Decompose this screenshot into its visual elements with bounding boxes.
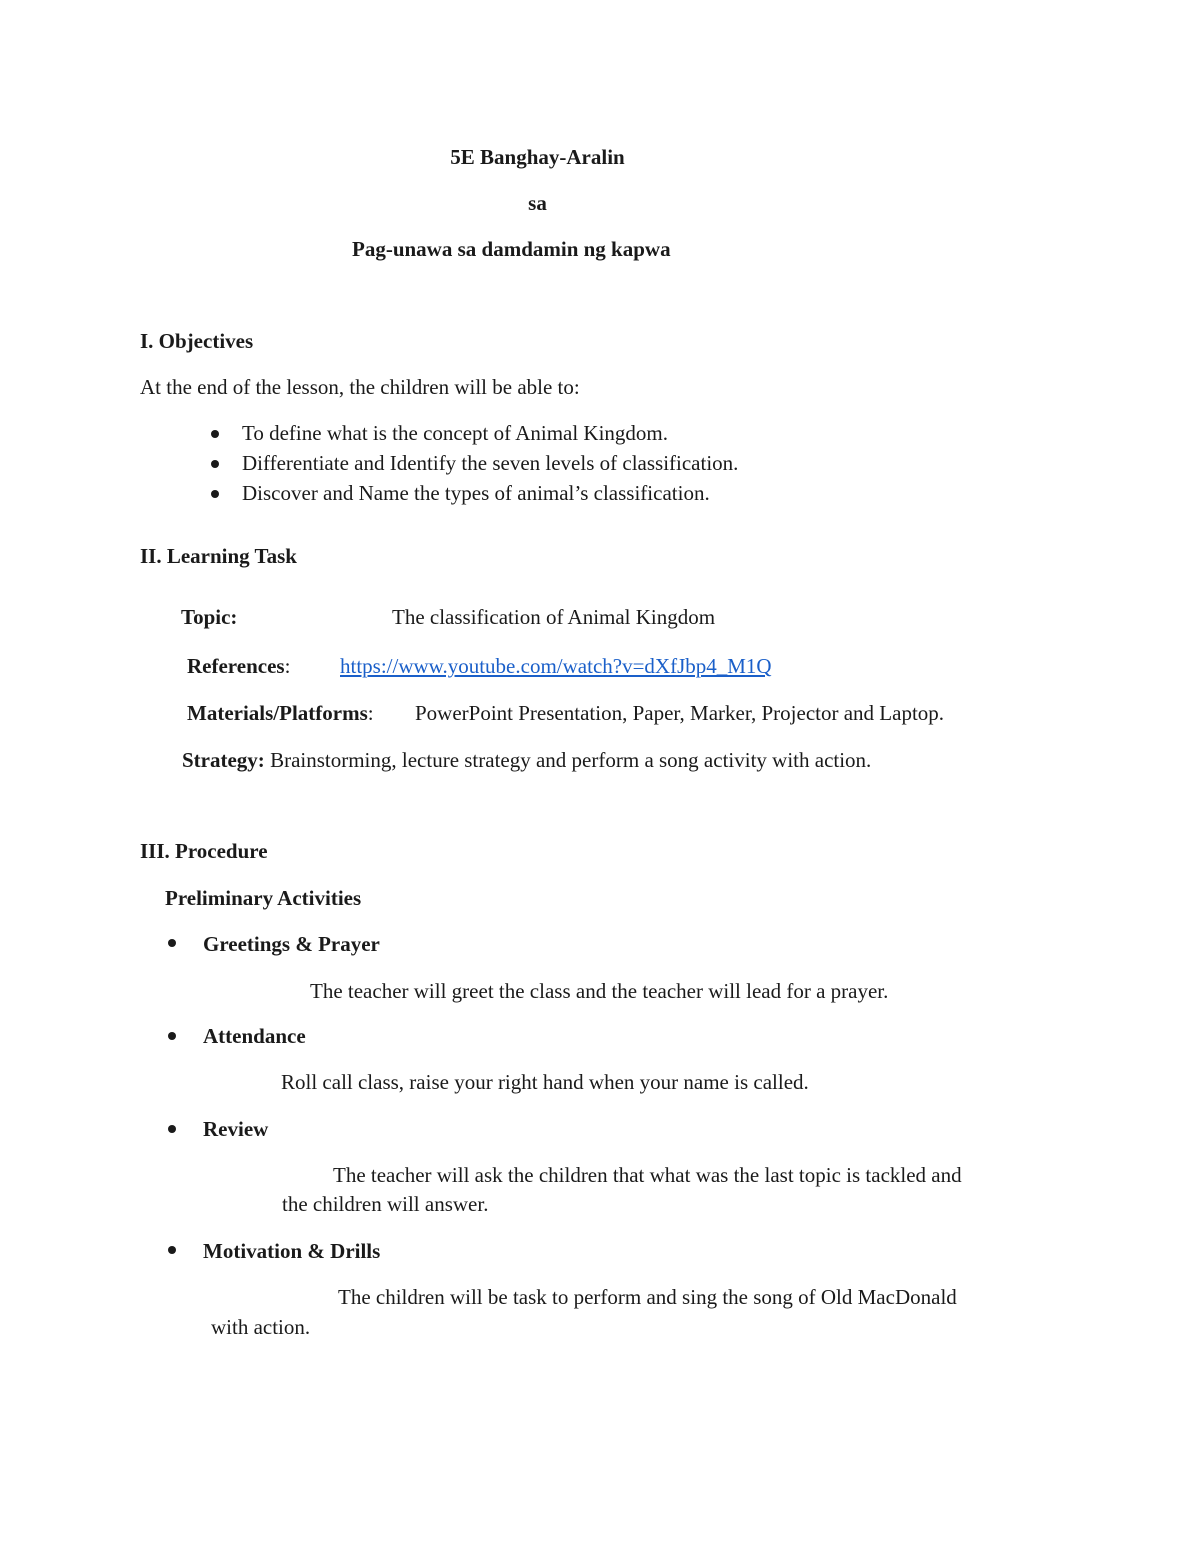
bullet-icon bbox=[211, 430, 219, 438]
strategy-row bbox=[182, 748, 871, 773]
materials-label: Materials/Platforms bbox=[187, 701, 368, 725]
references-colon: : bbox=[284, 654, 291, 678]
title-connector: sa bbox=[528, 191, 547, 215]
materials-value: PowerPoint Presentation, Paper, Marker, Projector and Laptop. bbox=[415, 701, 945, 725]
materials-colon: : bbox=[367, 701, 374, 725]
strategy-value: Brainstorming, lecture strategy and perform a song activity with action. bbox=[270, 748, 872, 772]
objectives-heading: I. Objectives bbox=[140, 329, 254, 353]
topic-value: The classification of Animal Kingdom bbox=[392, 605, 716, 629]
learning-task-heading: II. Learning Task bbox=[140, 544, 297, 568]
references-link[interactable]: https://www.youtube.com/watch?v=dXfJbp4_M1Q bbox=[340, 654, 772, 678]
objectives-intro: At the end of the lesson, the children will be able to: bbox=[140, 375, 580, 399]
objective-item: Discover and Name the types of animal’s classification. bbox=[242, 481, 710, 505]
references-row bbox=[187, 654, 290, 679]
document-subtitle: Pag-unawa sa damdamin ng kapwa bbox=[352, 237, 671, 261]
bullet-icon bbox=[168, 939, 176, 947]
strategy-label: Strategy: bbox=[182, 748, 265, 772]
bullet-icon bbox=[168, 1032, 176, 1040]
procedure-item-title: Review bbox=[203, 1117, 269, 1141]
procedure-heading: III. Procedure bbox=[140, 839, 268, 863]
procedure-item-title: Motivation & Drills bbox=[203, 1239, 381, 1263]
procedure-item-text: with action. bbox=[211, 1315, 311, 1339]
procedure-item-text: The teacher will ask the children that what was the last topic is tackled and bbox=[333, 1163, 962, 1187]
procedure-item-title: Attendance bbox=[203, 1024, 306, 1048]
procedure-item-text: the children will answer. bbox=[282, 1192, 489, 1216]
materials-row bbox=[187, 701, 374, 726]
bullet-icon bbox=[168, 1125, 176, 1133]
objective-item: To define what is the concept of Animal Kingdom. bbox=[242, 421, 669, 445]
procedure-item-title: Greetings & Prayer bbox=[203, 932, 380, 956]
procedure-item-text: Roll call class, raise your right hand when your name is called. bbox=[281, 1070, 809, 1094]
objective-item: Differentiate and Identify the seven levels of classification. bbox=[242, 451, 739, 475]
topic-label: Topic: bbox=[181, 605, 238, 629]
procedure-item-text: The teacher will greet the class and the teacher will lead for a prayer. bbox=[310, 979, 889, 1003]
document-title: 5E Banghay-Aralin bbox=[450, 145, 625, 169]
procedure-item-text: The children will be task to perform and sing the song of Old MacDonald bbox=[338, 1285, 957, 1309]
references-label: References bbox=[187, 654, 285, 678]
bullet-icon bbox=[168, 1246, 176, 1254]
bullet-icon bbox=[211, 460, 219, 468]
preliminary-heading: Preliminary Activities bbox=[165, 886, 362, 910]
bullet-icon bbox=[211, 490, 219, 498]
